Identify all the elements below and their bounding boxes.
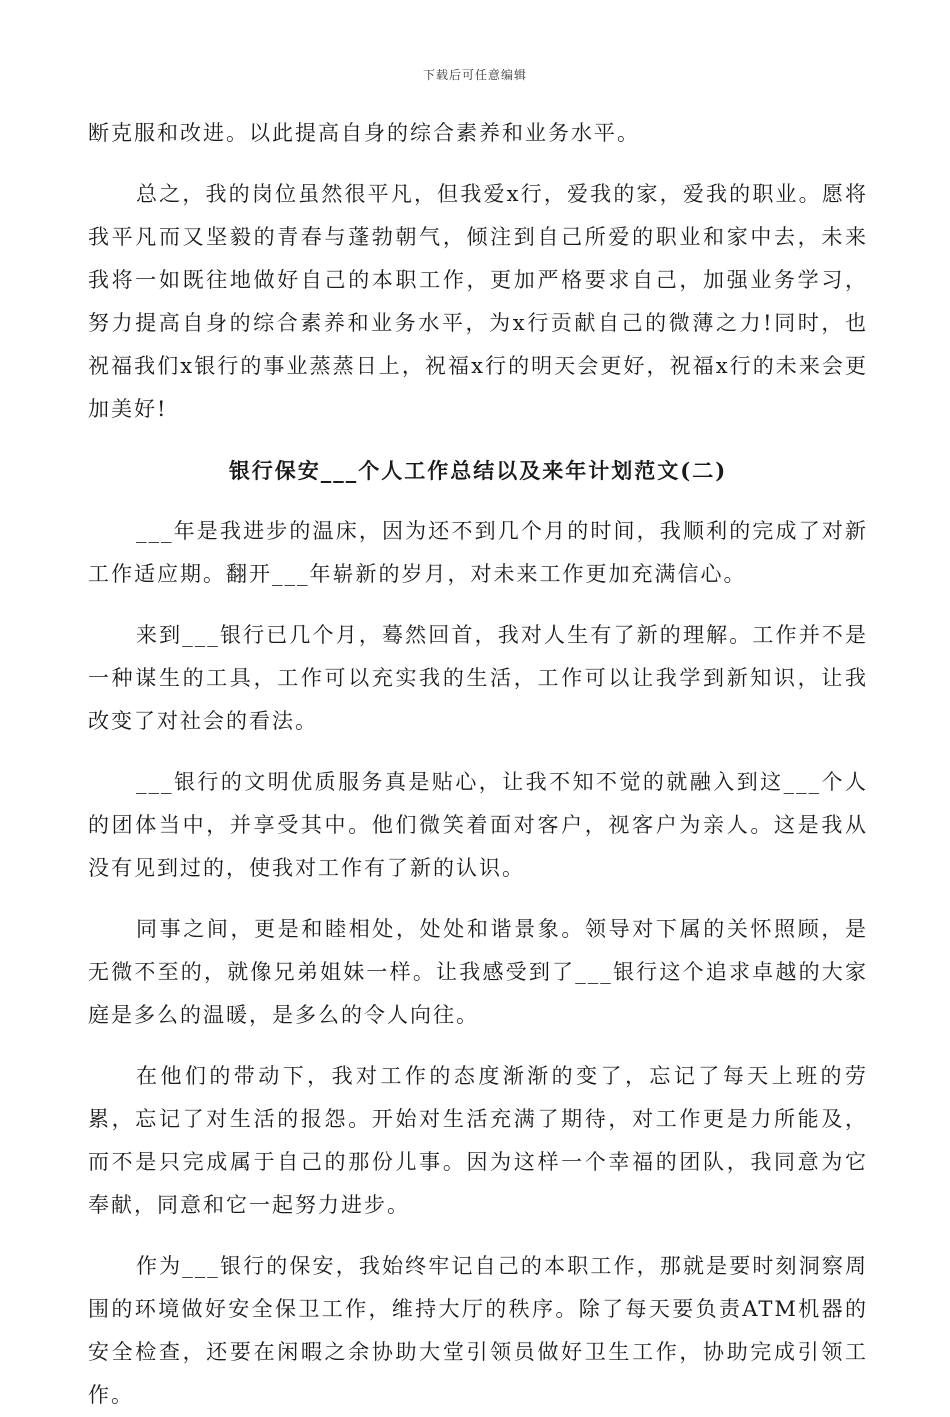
body-paragraph-6: 作为___银行的保安，我始终牢记自己的本职工作，那就是要时刻洞察周围的环境做好安全保卫工作，维持大厅的秩序。除了每天要负责ATM机器的安全检查，还要在闲暇之余协助大堂引领员做好卫生工作，协助完成引领工作。 [88, 1254, 868, 1407]
body-paragraph-5: 在他们的带动下，我对工作的态度渐渐的变了，忘记了每天上班的劳累，忘记了对生活的报怨。开始对生活充满了期待，对工作更是力所能及，而不是只完成属于自己的那份儿事。因为这样一个幸福的团队，我同意为它奉献，同意和它一起努力进步。 [88, 1064, 868, 1217]
document-body [88, 112, 868, 1417]
closing-paragraph: 总之，我的岗位虽然很平凡，但我爱x行，爱我的家，爱我的职业。愿将我平凡而又坚毅的青春与蓬勃朝气，倾注到自己所爱的职业和家中去，未来我将一如既往地做好自己的本职工作，更加严格要求自己，加强业务学习，努力提高自身的综合素养和业务水平，为x行贡献自己的微薄之力!同时，也祝福我们x银行的事业蒸蒸日上，祝福x行的明天会更好，祝福x行的未来会更加美好! [88, 182, 868, 421]
body-paragraph-4: 同事之间，更是和睦相处，处处和谐景象。领导对下属的关怀照顾，是无微不至的，就像兄弟姐妹一样。让我感受到了___银行这个追求卓越的大家庭是多么的温暖，是多么的令人向往。 [88, 917, 868, 1027]
body-paragraph-1: ___年是我进步的温床，因为还不到几个月的时间，我顺利的完成了对新工作适应期。翻开___年崭新的岁月，对未来工作更加充满信心。 [88, 519, 868, 586]
header-note: 下载后可任意编辑 [422, 68, 527, 82]
continuation-paragraph: 断克服和改进。以此提高自身的综合素养和业务水平。 [88, 121, 640, 145]
body-paragraph-2: 来到___银行已几个月，蓦然回首，我对人生有了新的理解。工作并不是一种谋生的工具，工作可以充实我的生活，工作可以让我学到新知识，让我改变了对社会的看法。 [88, 623, 868, 733]
section-title: 银行保安___个人工作总结以及来年计划范文(二) [228, 458, 728, 483]
body-paragraph-3: ___银行的文明优质服务真是贴心，让我不知不觉的就融入到这___个人的团体当中，并享受其中。他们微笑着面对客户，视客户为亲人。这是我从没有见到过的，使我对工作有了新的认识。 [88, 770, 868, 880]
